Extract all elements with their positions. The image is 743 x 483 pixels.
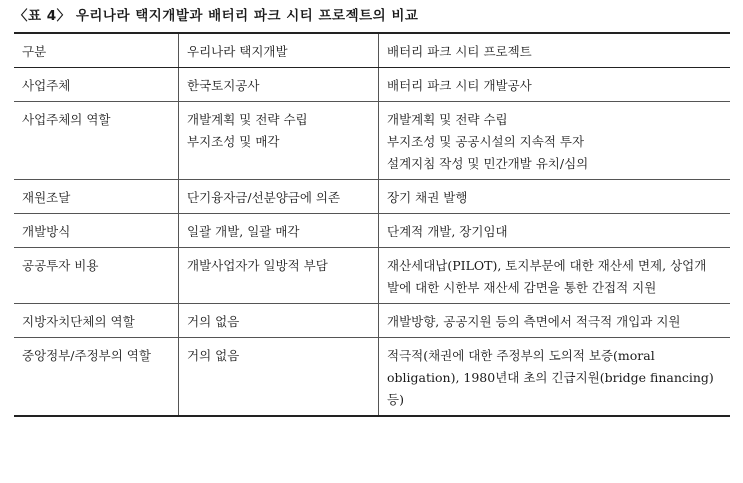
table-header-row (14, 34, 730, 68)
korea-cell (179, 338, 379, 415)
table-row (14, 248, 730, 304)
korea-cell (179, 102, 379, 179)
battery-cell (379, 248, 730, 303)
battery-line: 장기 채권 발행 (387, 190, 468, 205)
korea-cell (179, 214, 379, 247)
korea-cell (179, 304, 379, 337)
battery-cell (379, 304, 730, 337)
header-korea: 우리나라 택지개발 (179, 34, 379, 67)
header-category: 구분 (14, 34, 179, 67)
korea-line: 거의 없음 (187, 348, 240, 363)
battery-cell (379, 102, 730, 179)
korea-line: 개발사업자가 일방적 부담 (187, 258, 328, 273)
battery-cell (379, 338, 730, 415)
korea-line: 한국토지공사 (187, 78, 260, 93)
row-label: 개발방식 (14, 214, 179, 247)
battery-text: 재산세대납(PILOT), 토지부문에 대한 재산세 면제, 상업개발에 대한 시한부 재산세 감면을 통한 간접적 지원 (387, 258, 707, 295)
korea-line: 거의 없음 (187, 314, 240, 329)
comparison-table (14, 32, 730, 417)
row-label: 사업주체 (14, 68, 179, 101)
battery-cell (379, 180, 730, 213)
table-caption: 〈표 4〉 우리나라 택지개발과 배터리 파크 시티 프로젝트의 비교 (14, 8, 419, 24)
battery-line: 설계지침 작성 및 민간개발 유치/심의 (387, 156, 589, 171)
table-row (14, 180, 730, 214)
table-row (14, 304, 730, 338)
battery-text: 적극적(채권에 대한 주정부의 도의적 보증(moral obligation), 1980년대 초의 긴급지원(bridge financing) 등) (387, 348, 714, 407)
battery-cell (379, 68, 730, 101)
korea-line: 개발계획 및 전략 수립 (187, 112, 308, 127)
korea-line: 단기융자금/선분양금에 의존 (187, 190, 341, 205)
battery-line: 개발계획 및 전략 수립 (387, 112, 508, 127)
row-label: 공공투자 비용 (14, 248, 179, 303)
table-row (14, 214, 730, 248)
battery-cell (379, 214, 730, 247)
battery-line: 배터리 파크 시티 개발공사 (387, 78, 532, 93)
battery-line: 부지조성 및 공공시설의 지속적 투자 (387, 134, 585, 149)
table-row (14, 102, 730, 180)
korea-cell (179, 180, 379, 213)
korea-line: 부지조성 및 매각 (187, 134, 280, 149)
header-battery-park: 배터리 파크 시티 프로젝트 (387, 44, 532, 59)
row-label: 사업주체의 역할 (14, 102, 179, 179)
row-label: 지방자치단체의 역할 (14, 304, 179, 337)
table-row (14, 68, 730, 102)
korea-cell (179, 248, 379, 303)
row-label: 재원조달 (14, 180, 179, 213)
korea-line: 일괄 개발, 일괄 매각 (187, 224, 300, 239)
korea-cell (179, 68, 379, 101)
row-label: 중앙정부/주정부의 역할 (14, 338, 179, 415)
battery-line: 단계적 개발, 장기임대 (387, 224, 508, 239)
battery-text: 개발방향, 공공지원 등의 측면에서 적극적 개입과 지원 (387, 314, 681, 329)
table-row (14, 338, 730, 415)
